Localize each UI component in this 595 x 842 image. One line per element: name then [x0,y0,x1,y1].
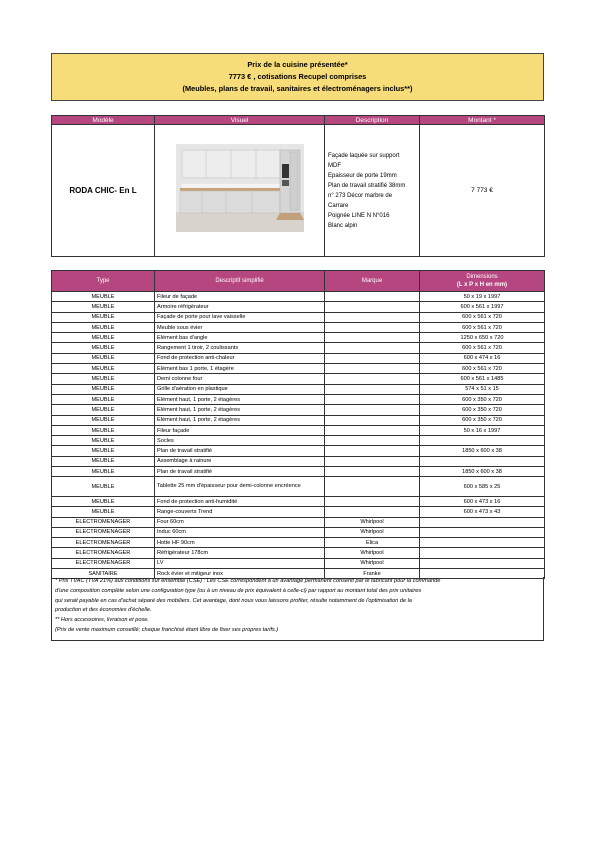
header-model: Modèle [52,116,155,125]
model-amount: 7 773 € [420,125,545,257]
item-description: Range-couverts Trend [155,507,325,517]
item-dimensions [420,436,545,446]
item-type: MEUBLE [52,312,155,322]
item-description: Rock évier et mitigeur inox [155,569,325,579]
items-body [52,292,545,579]
table-row [52,322,545,332]
item-dimensions [420,517,545,527]
item-dimensions: 50 x 19 x 1997 [420,292,545,302]
item-description: Elément haut, 1 porte, 2 étagères [155,405,325,415]
table-row [52,467,545,477]
item-brand [325,496,420,506]
item-brand: Franke [325,569,420,579]
item-type: ELECTROMENAGER [52,558,155,568]
item-brand [325,477,420,497]
item-type: MEUBLE [52,333,155,343]
kitchen-image [176,144,304,232]
item-type: MEUBLE [52,425,155,435]
item-brand: Whirlpool [325,548,420,558]
item-dimensions: 600 x 561 x 720 [420,343,545,353]
item-dimensions: 600 x 561 x 1485 [420,374,545,384]
item-type: MEUBLE [52,496,155,506]
item-brand [325,302,420,312]
item-dimensions: 600 x 585 x 25 [420,477,545,497]
item-dimensions: 1850 x 600 x 38 [420,467,545,477]
item-dimensions: 600 x 561 x 720 [420,322,545,332]
price-title: Prix de la cuisine présentée* [247,60,348,69]
item-dimensions: 1850 x 600 x 38 [420,446,545,456]
item-brand [325,312,420,322]
price-includes: (Meubles, plans de travail, sanitaires et électroménagers inclus**) [182,84,413,93]
price-amount: 7773 € , cotisations Recupel comprises [228,72,367,81]
item-brand [325,405,420,415]
item-dimensions [420,548,545,558]
item-description: Assemblage à rainure [155,456,325,466]
item-type: MEUBLE [52,292,155,302]
item-brand [325,425,420,435]
item-description: Elément haut, 1 porte, 2 étagères [155,394,325,404]
item-brand: Whirlpool [325,558,420,568]
item-type: MEUBLE [52,507,155,517]
item-brand [325,333,420,343]
table-row [52,353,545,363]
item-type: MEUBLE [52,405,155,415]
table-row [52,364,545,374]
description-line: Poignée LINE N N°016 [328,212,390,219]
item-description: Meuble sous évier [155,322,325,332]
item-type: MEUBLE [52,374,155,384]
footnote-line: (Prix de vente maximum conseillé; chaque franchisé étant libre de fixer ses propres tarifs.) [55,626,279,633]
item-brand [325,467,420,477]
table-row [52,456,545,466]
item-type: MEUBLE [52,364,155,374]
item-description: Four 60cm [155,517,325,527]
item-type: MEUBLE [52,322,155,332]
item-dimensions: 50 x 16 x 1997 [420,425,545,435]
item-brand: Whirlpool [325,517,420,527]
item-description: Socles [155,436,325,446]
item-dimensions [420,456,545,466]
item-dimensions: 600 x 473 x 43 [420,507,545,517]
table-row [52,446,545,456]
table-row [52,302,545,312]
item-dimensions: 600 x 473 x 16 [420,496,545,506]
table-row [52,517,545,527]
price-summary-box [51,53,544,101]
item-type: MEUBLE [52,477,155,497]
item-description: Grille d'aération en plastique [155,384,325,394]
header-descriptif: Descriptif simplifié [155,271,325,292]
model-name: RODA CHIC- En L [52,125,155,257]
footnote [51,577,544,641]
item-description: LV [155,558,325,568]
table-row [52,312,545,322]
footnote-line: ** Hors accessoires, livraison et pose. [55,617,149,624]
description-line: Blanc alpin [328,222,358,229]
item-description: Armoire réfrigérateur [155,302,325,312]
item-description: Rangement 1 tiroir, 2 coulissants [155,343,325,353]
table-row [52,405,545,415]
item-description: Tablette 25 mm d'épaisseur pour demi-colonne encréence [155,477,325,497]
item-brand [325,374,420,384]
item-type: SANITAIRE [52,569,155,579]
description-line: MDF [328,162,341,169]
table-row [52,538,545,548]
header-description: Description [325,116,420,125]
description-line: Plan de travail stratifié 38mm [328,182,406,189]
item-brand: Whirlpool [325,527,420,537]
table-row [52,333,545,343]
header-amount: Montant * [420,116,545,125]
item-type: ELECTROMENAGER [52,517,155,527]
header-dimensions-units: (L x P x H en mm) [456,282,508,288]
item-brand [325,394,420,404]
item-brand [325,415,420,425]
item-description: Elément haut, 1 porte, 2 étagères [155,415,325,425]
item-type: MEUBLE [52,446,155,456]
item-dimensions [420,558,545,568]
item-description: Façade de porte pour lave vaisselle [155,312,325,322]
item-dimensions: 574 x 51 x 15 [420,384,545,394]
table-row [52,384,545,394]
table-row [52,527,545,537]
item-type: MEUBLE [52,394,155,404]
item-brand [325,384,420,394]
header-dimensions-title: Dimensions [466,274,498,280]
footnote-line: production et des économies d'échelle. [55,607,152,614]
header-type: Type [52,271,155,292]
item-brand [325,322,420,332]
item-brand [325,436,420,446]
items-table [51,270,545,579]
item-type: ELECTROMENAGER [52,548,155,558]
item-description: Hotte HF 90cm [155,538,325,548]
item-type: MEUBLE [52,467,155,477]
header-dimensions [420,271,545,292]
item-description: Fond de protection anti-humidité [155,496,325,506]
item-type: ELECTROMENAGER [52,538,155,548]
item-type: MEUBLE [52,456,155,466]
item-dimensions: 600 x 350 x 720 [420,394,545,404]
description-line: Carrare [328,202,349,209]
item-brand [325,507,420,517]
model-row [52,125,545,257]
table-row [52,415,545,425]
item-dimensions: 600 x 350 x 720 [420,405,545,415]
item-description: Fond de protection anti-chaleur [155,353,325,363]
item-type: MEUBLE [52,343,155,353]
table-row [52,374,545,384]
table-row [52,436,545,446]
header-visual: Visuel [155,116,325,125]
item-brand [325,456,420,466]
description-line: Epaisseur de porte 19mm [328,172,397,179]
item-description: Réfrigérateur 178cm [155,548,325,558]
item-type: ELECTROMENAGER [52,527,155,537]
description-line: n° 273 Décor marbre de [328,192,393,199]
item-dimensions: 600 x 561 x 1997 [420,302,545,312]
item-type: MEUBLE [52,384,155,394]
item-brand: Elica [325,538,420,548]
item-description: Elément bas d'angle [155,333,325,343]
item-description: Plan de travail stratifié [155,446,325,456]
item-brand [325,343,420,353]
item-description: Demi colonne four [155,374,325,384]
table-row [52,343,545,353]
kitchen-visual-cell [155,125,325,257]
item-dimensions: 600 x 561 x 720 [420,312,545,322]
table-row [52,425,545,435]
items-table-header [52,271,545,292]
header-marque: Marque [325,271,420,292]
table-row [52,477,545,497]
item-type: MEUBLE [52,436,155,446]
item-brand [325,353,420,363]
table-row [52,496,545,506]
item-dimensions: 600 x 474 x 16 [420,353,545,363]
item-dimensions [420,527,545,537]
table-row [52,394,545,404]
model-table [51,115,545,257]
item-brand [325,446,420,456]
footnote-line: qui serait payable en cas d'achat séparé des mobiliers. Cet avantage, dont nous vous laissons profiter, résulte notamment de l'optimisation de la [55,597,412,604]
item-type: MEUBLE [52,302,155,312]
table-row [52,507,545,517]
table-row [52,558,545,568]
item-dimensions: 600 x 561 x 720 [420,364,545,374]
item-type: MEUBLE [52,415,155,425]
model-table-header [52,116,545,125]
description-line: Façade laquée sur support [328,152,400,159]
item-description: Fileur de façade [155,292,325,302]
item-description: Elément bas 1 porte, 1 étagère [155,364,325,374]
footnote-line: d'une composition complète selon une configuration type (ou à un niveau de prix équivalent à celle-ci) par rapport au montant total des prix unitaires [55,587,422,594]
item-description: Plan de travail stratifié [155,467,325,477]
item-type: MEUBLE [52,353,155,363]
item-description: Fileur façade [155,425,325,435]
item-brand [325,364,420,374]
item-dimensions [420,538,545,548]
table-row [52,292,545,302]
model-description [325,125,420,257]
item-dimensions: 1250 x 650 x 720 [420,333,545,343]
item-dimensions: 600 x 350 x 720 [420,415,545,425]
item-brand [325,292,420,302]
table-row [52,548,545,558]
item-description: Induc 60cm [155,527,325,537]
footnote-line: * Prix TVAC (TVA 21%) aux conditions sur ensemble (CSE) : Les CSE correspondent à un avantage permanent consenti par le fabricant pour la commande [55,578,441,584]
